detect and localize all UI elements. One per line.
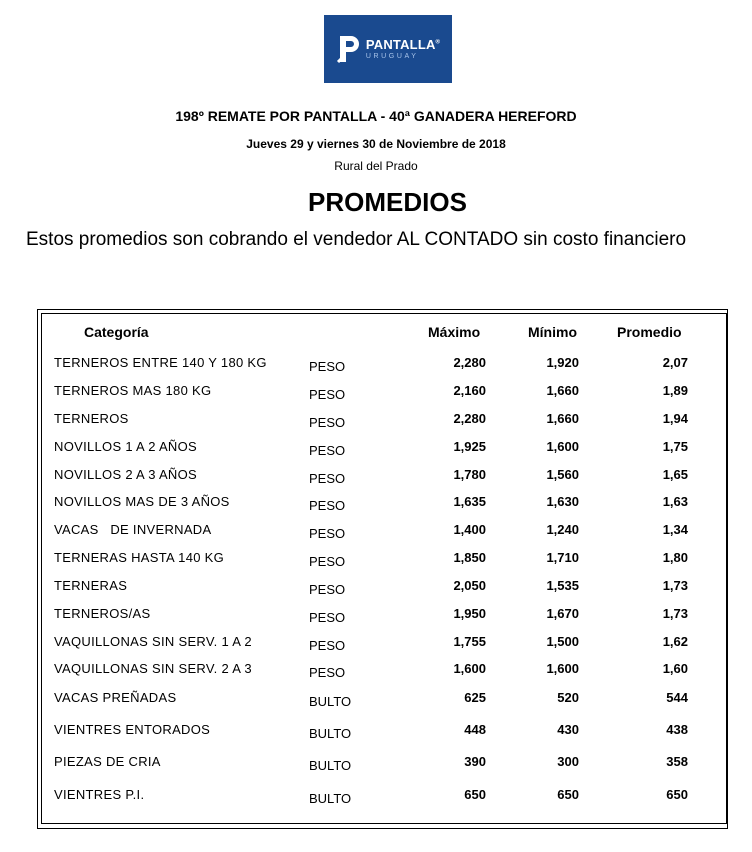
auction-dates: Jueves 29 y viernes 30 de Noviembre de 2018 — [246, 137, 506, 151]
row-category: TERNEROS MAS 180 KG — [54, 383, 212, 398]
row-min: 1,600 — [546, 439, 579, 454]
row-category: TERNEROS ENTRE 140 Y 180 KG — [54, 355, 267, 370]
row-max: 1,780 — [453, 467, 486, 482]
row-unit: PESO — [309, 498, 346, 513]
row-category: VACAS DE INVERNADA — [54, 522, 212, 537]
row-avg: 1,73 — [662, 606, 688, 621]
row-unit: PESO — [309, 387, 346, 402]
row-avg: 1,89 — [662, 383, 688, 398]
table-row — [0, 661, 752, 685]
row-category: VAQUILLONAS SIN SERV. 1 A 2 — [54, 634, 252, 649]
row-unit: PESO — [309, 665, 346, 680]
table-row — [0, 606, 752, 630]
row-max: 1,850 — [453, 550, 486, 565]
page-heading: PROMEDIOS — [308, 187, 467, 217]
auction-venue: Rural del Prado — [334, 159, 418, 173]
row-avg: 1,34 — [662, 522, 688, 537]
column-header-category: Categoría — [84, 324, 149, 340]
row-avg: 1,80 — [662, 550, 688, 565]
row-avg: 1,73 — [662, 578, 688, 593]
row-category: VACAS PREÑADAS — [54, 690, 177, 705]
logo-subtitle: URUGUAY — [365, 53, 419, 60]
row-category: NOVILLOS MAS DE 3 AÑOS — [54, 494, 230, 509]
row-max: 1,635 — [453, 494, 486, 509]
row-max: 2,050 — [453, 578, 486, 593]
pantalla-uruguay-logo — [324, 15, 452, 83]
row-category: TERNERAS — [54, 578, 128, 593]
row-unit: BULTO — [309, 726, 352, 741]
table-row — [0, 578, 752, 602]
row-max: 448 — [464, 722, 486, 737]
row-max: 2,160 — [453, 383, 486, 398]
table-row — [0, 550, 752, 574]
row-category: TERNEROS/AS — [54, 606, 151, 621]
row-unit: PESO — [309, 526, 346, 541]
row-unit: BULTO — [309, 791, 352, 806]
row-min: 1,710 — [546, 550, 579, 565]
row-category: VAQUILLONAS SIN SERV. 2 A 3 — [54, 661, 252, 676]
row-avg: 650 — [666, 787, 688, 802]
row-min: 430 — [557, 722, 579, 737]
table-row — [0, 355, 752, 379]
table-row — [0, 754, 752, 778]
column-header-avg: Promedio — [617, 324, 682, 340]
row-min: 1,600 — [546, 661, 579, 676]
row-avg: 1,94 — [662, 411, 688, 426]
table-row — [0, 722, 752, 746]
row-min: 650 — [557, 787, 579, 802]
row-unit: BULTO — [309, 758, 352, 773]
row-unit: PESO — [309, 582, 346, 597]
table-row — [0, 467, 752, 491]
row-avg: 1,62 — [662, 634, 688, 649]
row-avg: 1,63 — [662, 494, 688, 509]
column-header-min: Mínimo — [528, 324, 577, 340]
row-min: 300 — [557, 754, 579, 769]
table-row — [0, 787, 752, 811]
row-unit: PESO — [309, 638, 346, 653]
row-unit: PESO — [309, 415, 346, 430]
row-unit: BULTO — [309, 694, 352, 709]
table-row — [0, 522, 752, 546]
row-avg: 1,65 — [662, 467, 688, 482]
table-row — [0, 411, 752, 435]
row-category: TERNERAS HASTA 140 KG — [54, 550, 225, 565]
row-category: VIENTRES P.I. — [54, 787, 145, 802]
row-min: 1,670 — [546, 606, 579, 621]
row-category: PIEZAS DE CRIA — [54, 754, 161, 769]
row-max: 1,600 — [453, 661, 486, 676]
row-unit: PESO — [309, 471, 346, 486]
table-row — [0, 690, 752, 714]
row-avg: 544 — [666, 690, 688, 705]
pantalla-p-icon — [336, 32, 362, 66]
row-unit: PESO — [309, 554, 346, 569]
row-category: NOVILLOS 1 A 2 AÑOS — [54, 439, 197, 454]
table-row — [0, 383, 752, 407]
row-min: 1,660 — [546, 383, 579, 398]
row-min: 1,500 — [546, 634, 579, 649]
row-max: 1,950 — [453, 606, 486, 621]
row-unit: PESO — [309, 610, 346, 625]
row-max: 390 — [464, 754, 486, 769]
row-unit: PESO — [309, 359, 346, 374]
row-max: 650 — [464, 787, 486, 802]
row-unit: PESO — [309, 443, 346, 458]
row-avg: 1,75 — [662, 439, 688, 454]
row-max: 2,280 — [453, 355, 486, 370]
table-row — [0, 439, 752, 463]
row-min: 1,560 — [546, 467, 579, 482]
row-min: 1,535 — [546, 578, 579, 593]
table-row — [0, 494, 752, 518]
row-min: 1,920 — [546, 355, 579, 370]
row-avg: 358 — [666, 754, 688, 769]
row-min: 1,240 — [546, 522, 579, 537]
row-min: 1,630 — [546, 494, 579, 509]
payment-note: Estos promedios son cobrando el vendedor AL CONTADO sin costo financiero — [26, 229, 687, 250]
row-category: VIENTRES ENTORADOS — [54, 722, 211, 737]
row-max: 2,280 — [453, 411, 486, 426]
row-min: 1,660 — [546, 411, 579, 426]
row-avg: 2,07 — [662, 355, 688, 370]
row-max: 1,400 — [453, 522, 486, 537]
table-row — [0, 634, 752, 658]
row-avg: 438 — [666, 722, 688, 737]
row-category: TERNEROS — [54, 411, 129, 426]
auction-title: 198º REMATE POR PANTALLA - 40ª GANADERA HEREFORD — [175, 108, 577, 124]
row-max: 1,755 — [453, 634, 486, 649]
row-min: 520 — [557, 690, 579, 705]
row-max: 1,925 — [453, 439, 486, 454]
row-category: NOVILLOS 2 A 3 AÑOS — [54, 467, 197, 482]
row-avg: 1,60 — [662, 661, 688, 676]
row-max: 625 — [464, 690, 486, 705]
logo-name: PANTALLA® — [365, 37, 441, 52]
column-header-max: Máximo — [428, 324, 481, 340]
